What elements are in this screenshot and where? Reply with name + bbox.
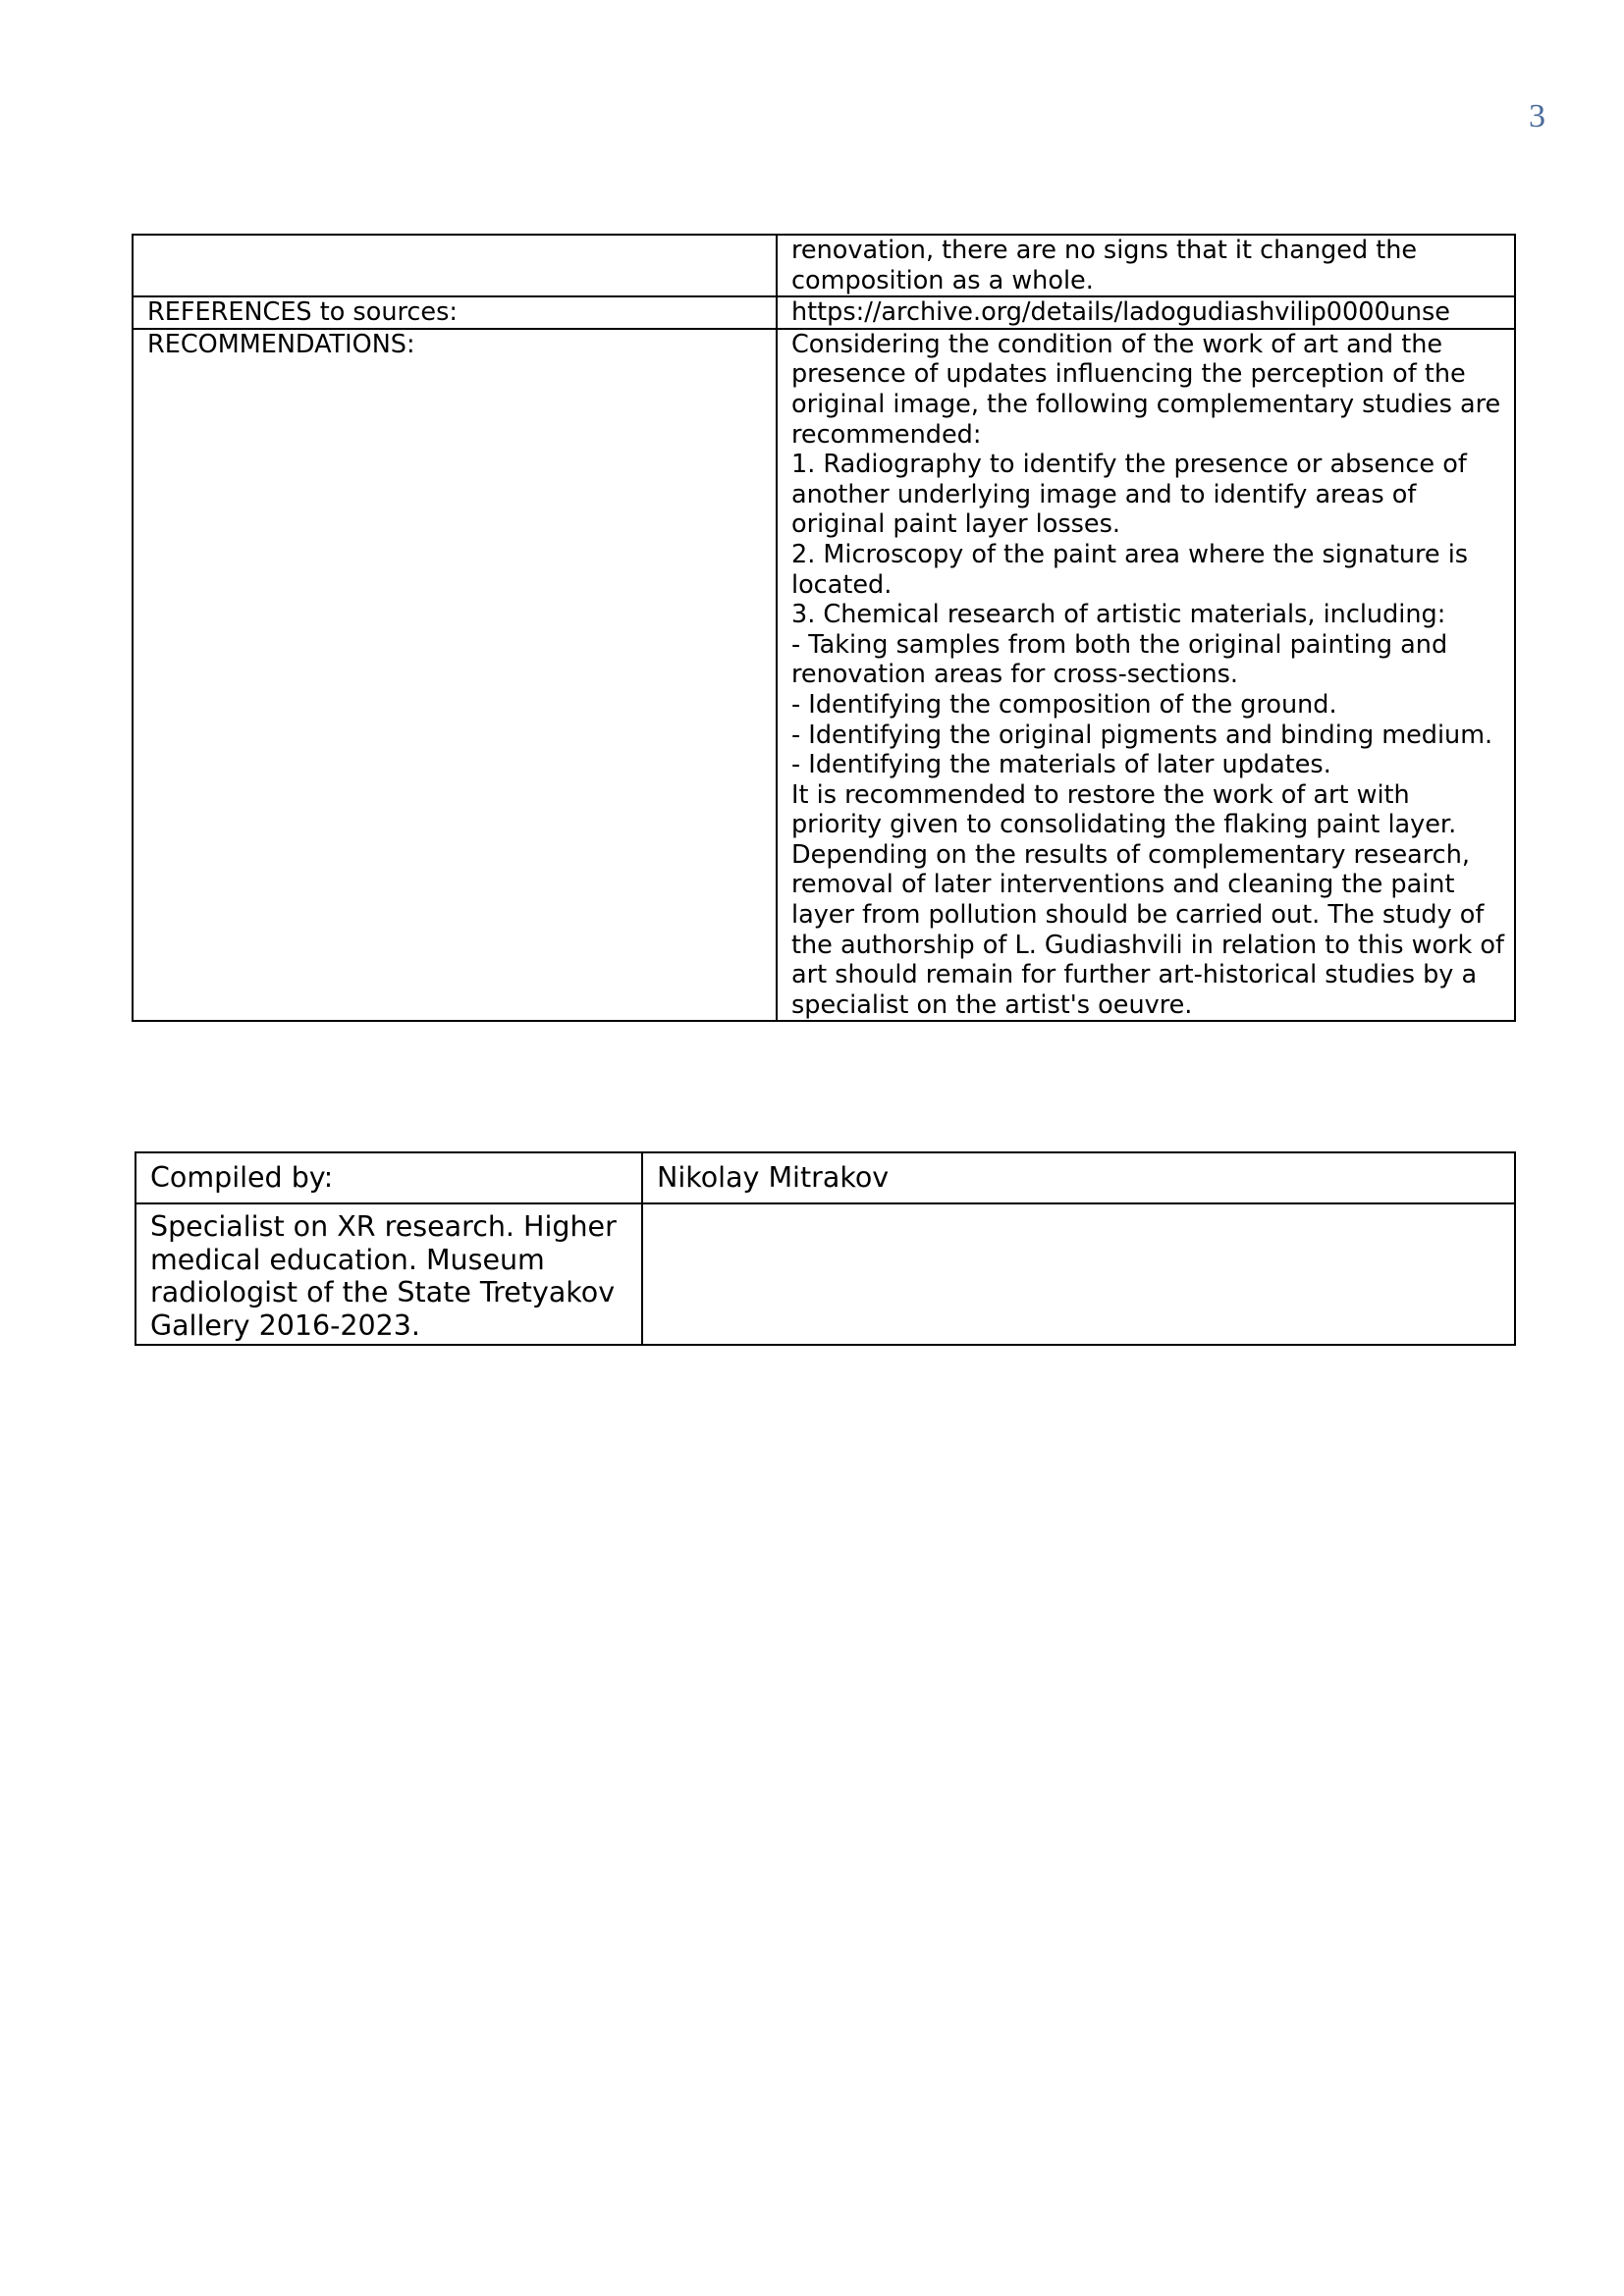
compiled-by-label: Compiled by: [135,1152,642,1203]
recommendation-line: original image, the following complementary studies are [791,389,1501,419]
continuation-value-cell [777,235,1515,296]
continuation-line: renovation, there are no signs that it changed the [791,236,1418,265]
compiler-name: Nikolay Mitrakov [642,1152,1515,1203]
credentials-line: Specialist on XR research. Higher [150,1210,617,1243]
recommendation-line: 2. Microscopy of the paint area where the signature is [791,539,1469,569]
recommendation-line: another underlying image and to identify areas of [791,479,1417,509]
credentials-line: Gallery 2016-2023. [150,1308,420,1342]
credentials-line: radiologist of the State Tretyakov [150,1276,616,1308]
references-link[interactable]: https://archive.org/details/ladogudiashvilip0000unse [777,296,1515,329]
recommendation-line: 3. Chemical research of artistic materials, including: [791,600,1446,630]
references-label: REFERENCES to sources: [133,296,777,329]
recommendations-text [777,329,1515,1022]
compiled-by-row [135,1152,1515,1203]
recommendation-line: Depending on the results of complementary research, [791,839,1470,870]
recommendation-line: 1. Radiography to identify the presence or absence of [791,450,1467,480]
continuation-line: composition as a whole. [791,265,1094,295]
recommendation-line: specialist on the artist's oeuvre. [791,989,1193,1020]
credentials-line: medical education. Museum [150,1243,545,1276]
recommendation-line: located. [791,569,893,600]
recommendation-line: - Taking samples from both the original painting and [791,629,1448,660]
recommendations-label: RECOMMENDATIONS: [133,329,777,1022]
recommendation-line: - Identifying the materials of later updates. [791,750,1331,780]
recommendation-line: art should remain for further art-historical studies by a [791,960,1478,990]
recommendations-row [133,329,1515,1022]
recommendation-line: priority given to consolidating the flaking paint layer. [791,810,1457,840]
recommendation-line: It is recommended to restore the work of art with [791,779,1410,810]
credentials-row [135,1203,1515,1345]
report-table [132,234,1516,1022]
credentials-value-cell [642,1203,1515,1345]
recommendation-line: recommended: [791,419,982,450]
page-number: 3 [1529,98,1545,134]
recommendation-line: Considering the condition of the work of art and the [791,329,1443,359]
recommendation-line: removal of later interventions and cleaning the paint [791,870,1455,900]
compiler-credentials [135,1203,642,1345]
recommendation-line: renovation areas for cross-sections. [791,660,1239,690]
continuation-row [133,235,1515,296]
recommendation-line: original paint layer losses. [791,509,1120,540]
recommendation-line: - Identifying the original pigments and binding medium. [791,720,1493,750]
recommendation-line: layer from pollution should be carried out. The study of [791,900,1485,931]
recommendation-line: presence of updates influencing the perception of the [791,359,1466,390]
compiled-by-table [135,1151,1516,1346]
references-row [133,296,1515,329]
continuation-label-cell [133,235,777,296]
recommendation-line: - Identifying the composition of the ground. [791,689,1337,720]
recommendation-line: the authorship of L. Gudiashvili in relation to this work of [791,930,1504,960]
